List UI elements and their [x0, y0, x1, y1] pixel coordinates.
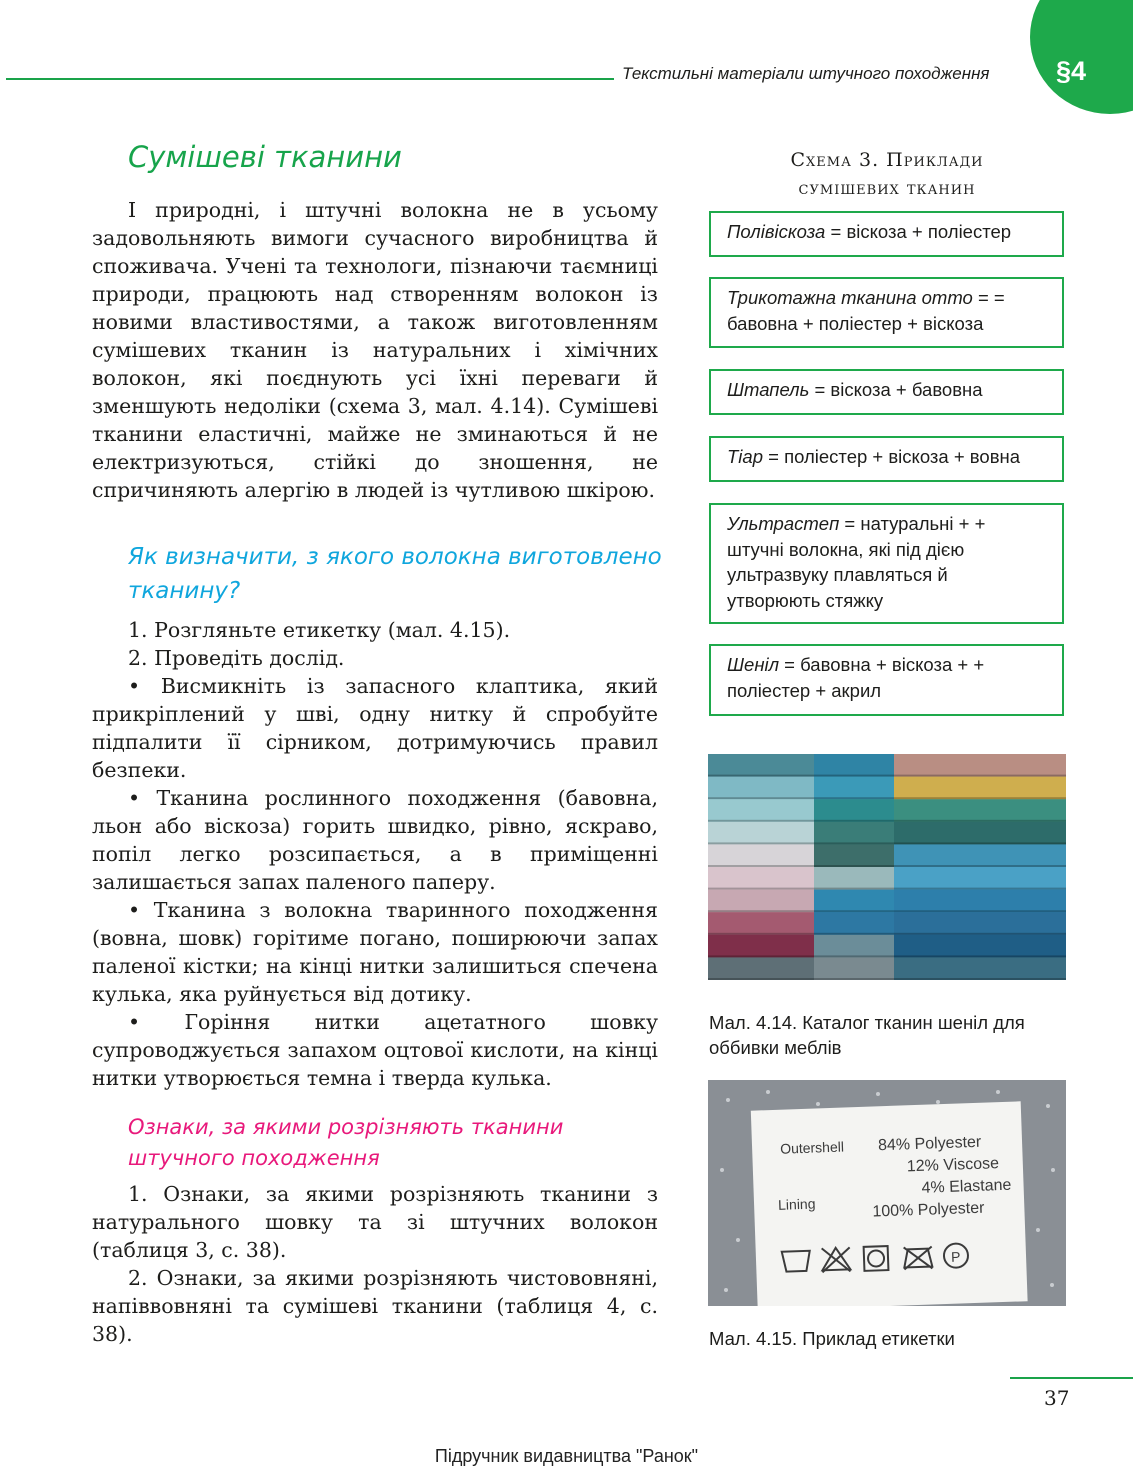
fabric-swatch	[894, 890, 1066, 914]
scheme-item: Полівіскоза = віскоза + поліестер	[709, 211, 1064, 257]
care-symbol-p: P	[950, 1248, 961, 1265]
running-title: Текстильні матеріали штучного походження	[622, 64, 990, 83]
fabric-swatches-image	[708, 754, 1066, 980]
bullet-1: • Висмикніть із запасного клаптика, який прикріплений у шві, одну нитку й спробуйте підпалити її сірником, дотримуючись правил безпеки.	[92, 674, 658, 782]
fabric-swatch	[708, 844, 814, 868]
fabric-catalog-photo	[708, 754, 1066, 980]
bullet-4: • Горіння нитки ацетатного шовку супроводжується запахом оцтової кислоти, на кінці нитки утворюється темна і тверда кулька.	[92, 1010, 658, 1090]
swatch-edge	[814, 865, 894, 867]
swatch-edge	[894, 775, 1066, 777]
fabric-swatch	[814, 957, 894, 980]
footer-rule	[1010, 1377, 1133, 1379]
swatch-edge	[708, 933, 814, 935]
swatch-edge	[708, 775, 814, 777]
label-outer-title: Outershell	[779, 1138, 845, 1157]
fabric-swatch	[708, 935, 814, 959]
swatch-edge	[708, 797, 814, 799]
label-outer-line-3: 4% Elastane	[921, 1176, 1012, 1197]
swatch-edge	[814, 978, 894, 980]
swatch-edge	[894, 842, 1066, 844]
swatch-edge	[814, 775, 894, 777]
fabric-swatch	[894, 935, 1066, 959]
scheme-item: Шеніл = бавовна + віскоза + + поліестер + акрил	[709, 644, 1064, 716]
label-outer-line-2: 12% Viscose	[906, 1155, 1000, 1176]
fabric-swatch	[894, 777, 1066, 801]
swatch-edge	[814, 842, 894, 844]
fabric-swatch	[708, 799, 814, 823]
fabric-swatch	[708, 957, 814, 980]
swatch-edge	[894, 797, 1066, 799]
swatch-edge	[708, 955, 814, 957]
figure-caption-4-14: Мал. 4.14. Каталог тканин шеніл для оббивки меблів	[709, 1012, 1025, 1058]
clothing-label-image	[708, 1080, 1066, 1306]
fabric-swatch	[894, 957, 1066, 980]
sign-2: 2. Ознаки, за якими розрізняють чистововняні, напіввовняні та сумішеві тканини (таблиця 4, с. 38).	[92, 1266, 658, 1346]
fabric-swatch	[708, 822, 814, 846]
fabric-swatch	[708, 754, 814, 778]
intro-text: І природні, і штучні волокна не в усьому задовольняють вимоги сучасного виробництва й споживача. Учені та технологи, пізнаючи таємниці природи, працюють над створенням волокон із новими властивостями, а також виготовленням сумішевих тканин із натуральних і хімічних волокон, які поєднують усі їхні переваги й зменшують недоліки (схема 3, мал. 4.14). Сумішеві тканини еластичні, майже не зминаються й не електризуються, стійкі до зношення, не спричиняють алергію в людей із чутливою шкірою.	[92, 198, 658, 502]
label-lining-line: 100% Polyester	[872, 1199, 985, 1221]
intro-paragraph	[92, 196, 658, 504]
step-2: 2. Проведіть дослід.	[128, 646, 345, 670]
swatch-edge	[894, 820, 1066, 822]
scheme-item: Трикотажна тканина отто = = бавовна + поліестер + віскоза	[709, 277, 1064, 348]
fabric-swatch	[814, 890, 894, 914]
clothing-label-photo	[708, 1080, 1066, 1306]
scheme-item: Ультрастеп = натуральні + + штучні волокна, які під дією ультразвуку плавляться й утворюють стяжку	[709, 503, 1064, 624]
signs-heading: Ознаки, за якими розрізняють тканини штучного походження	[128, 1115, 564, 1170]
fabric-swatch	[894, 844, 1066, 868]
bullet-2: • Тканина рослинного походження (бавовна, льон або віскоза) горить швидко, рівно, яскраво, попіл легко розсипається, а в приміщенні залишається запах паленого паперу.	[92, 786, 658, 894]
swatch-edge	[708, 888, 814, 890]
fabric-swatch	[708, 912, 814, 936]
swatch-edge	[814, 933, 894, 935]
fabric-swatch	[814, 867, 894, 891]
swatch-edge	[894, 955, 1066, 957]
fabric-swatch	[894, 799, 1066, 823]
swatch-edge	[894, 888, 1066, 890]
swatch-edge	[814, 910, 894, 912]
header-rule	[6, 78, 614, 80]
swatch-edge	[894, 910, 1066, 912]
fabric-swatch	[894, 754, 1066, 778]
fabric-swatch	[708, 777, 814, 801]
section-badge	[1030, 0, 1133, 114]
section-heading: Сумішеві тканини	[128, 140, 402, 174]
step-1: 1. Розгляньте етикетку (мал. 4.15).	[128, 618, 511, 642]
swatch-edge	[814, 955, 894, 957]
fabric-swatch	[708, 867, 814, 891]
publisher-credit: Підручник видавництва "Ранок"	[434, 1446, 699, 1466]
fabric-swatch	[894, 822, 1066, 846]
fabric-swatch	[814, 935, 894, 959]
bullet-3: • Тканина з волокна тваринного походження (вовна, шовк) горітиме погано, поширюючи запах паленої кістки; на кінці нитки залишиться спечена кулька, яка руйнується від дотику.	[92, 898, 658, 1006]
question-heading: Як визначити, з якого волокна виготовлено тканину?	[128, 544, 662, 604]
scheme-item: Штапель = віскоза + бавовна	[709, 369, 1064, 415]
swatch-edge	[708, 820, 814, 822]
swatch-edge	[894, 978, 1066, 980]
sign-1: 1. Ознаки, за якими розрізняють тканини з натурального шовку та зі штучних волокон (таблиця 3, с. 38).	[92, 1182, 658, 1262]
scheme-item: Тіар = поліестер + віскоза + вовна	[709, 436, 1064, 482]
fabric-swatch	[814, 799, 894, 823]
fabric-swatch	[708, 890, 814, 914]
swatch-edge	[814, 888, 894, 890]
swatch-edge	[894, 933, 1066, 935]
swatch-edge	[708, 865, 814, 867]
section-mark: §4	[1056, 56, 1087, 86]
swatch-edge	[814, 797, 894, 799]
fabric-swatch	[814, 754, 894, 778]
fabric-swatch	[894, 867, 1066, 891]
swatch-edge	[708, 842, 814, 844]
scheme-title: Схема 3. Приклади сумішевих тканин	[790, 149, 984, 199]
swatch-edge	[708, 910, 814, 912]
label-outer-line-1: 84% Polyester	[877, 1133, 982, 1155]
page-number: 37	[1044, 1386, 1070, 1410]
swatch-edge	[894, 865, 1066, 867]
fabric-swatch	[894, 912, 1066, 936]
fabric-swatch	[814, 912, 894, 936]
figure-caption-4-15: Мал. 4.15. Приклад етикетки	[709, 1328, 955, 1349]
fabric-swatch	[814, 822, 894, 846]
swatch-edge	[708, 978, 814, 980]
fabric-swatch	[814, 777, 894, 801]
swatch-edge	[814, 820, 894, 822]
label-lining-title: Lining	[777, 1195, 816, 1213]
fabric-swatch	[814, 844, 894, 868]
